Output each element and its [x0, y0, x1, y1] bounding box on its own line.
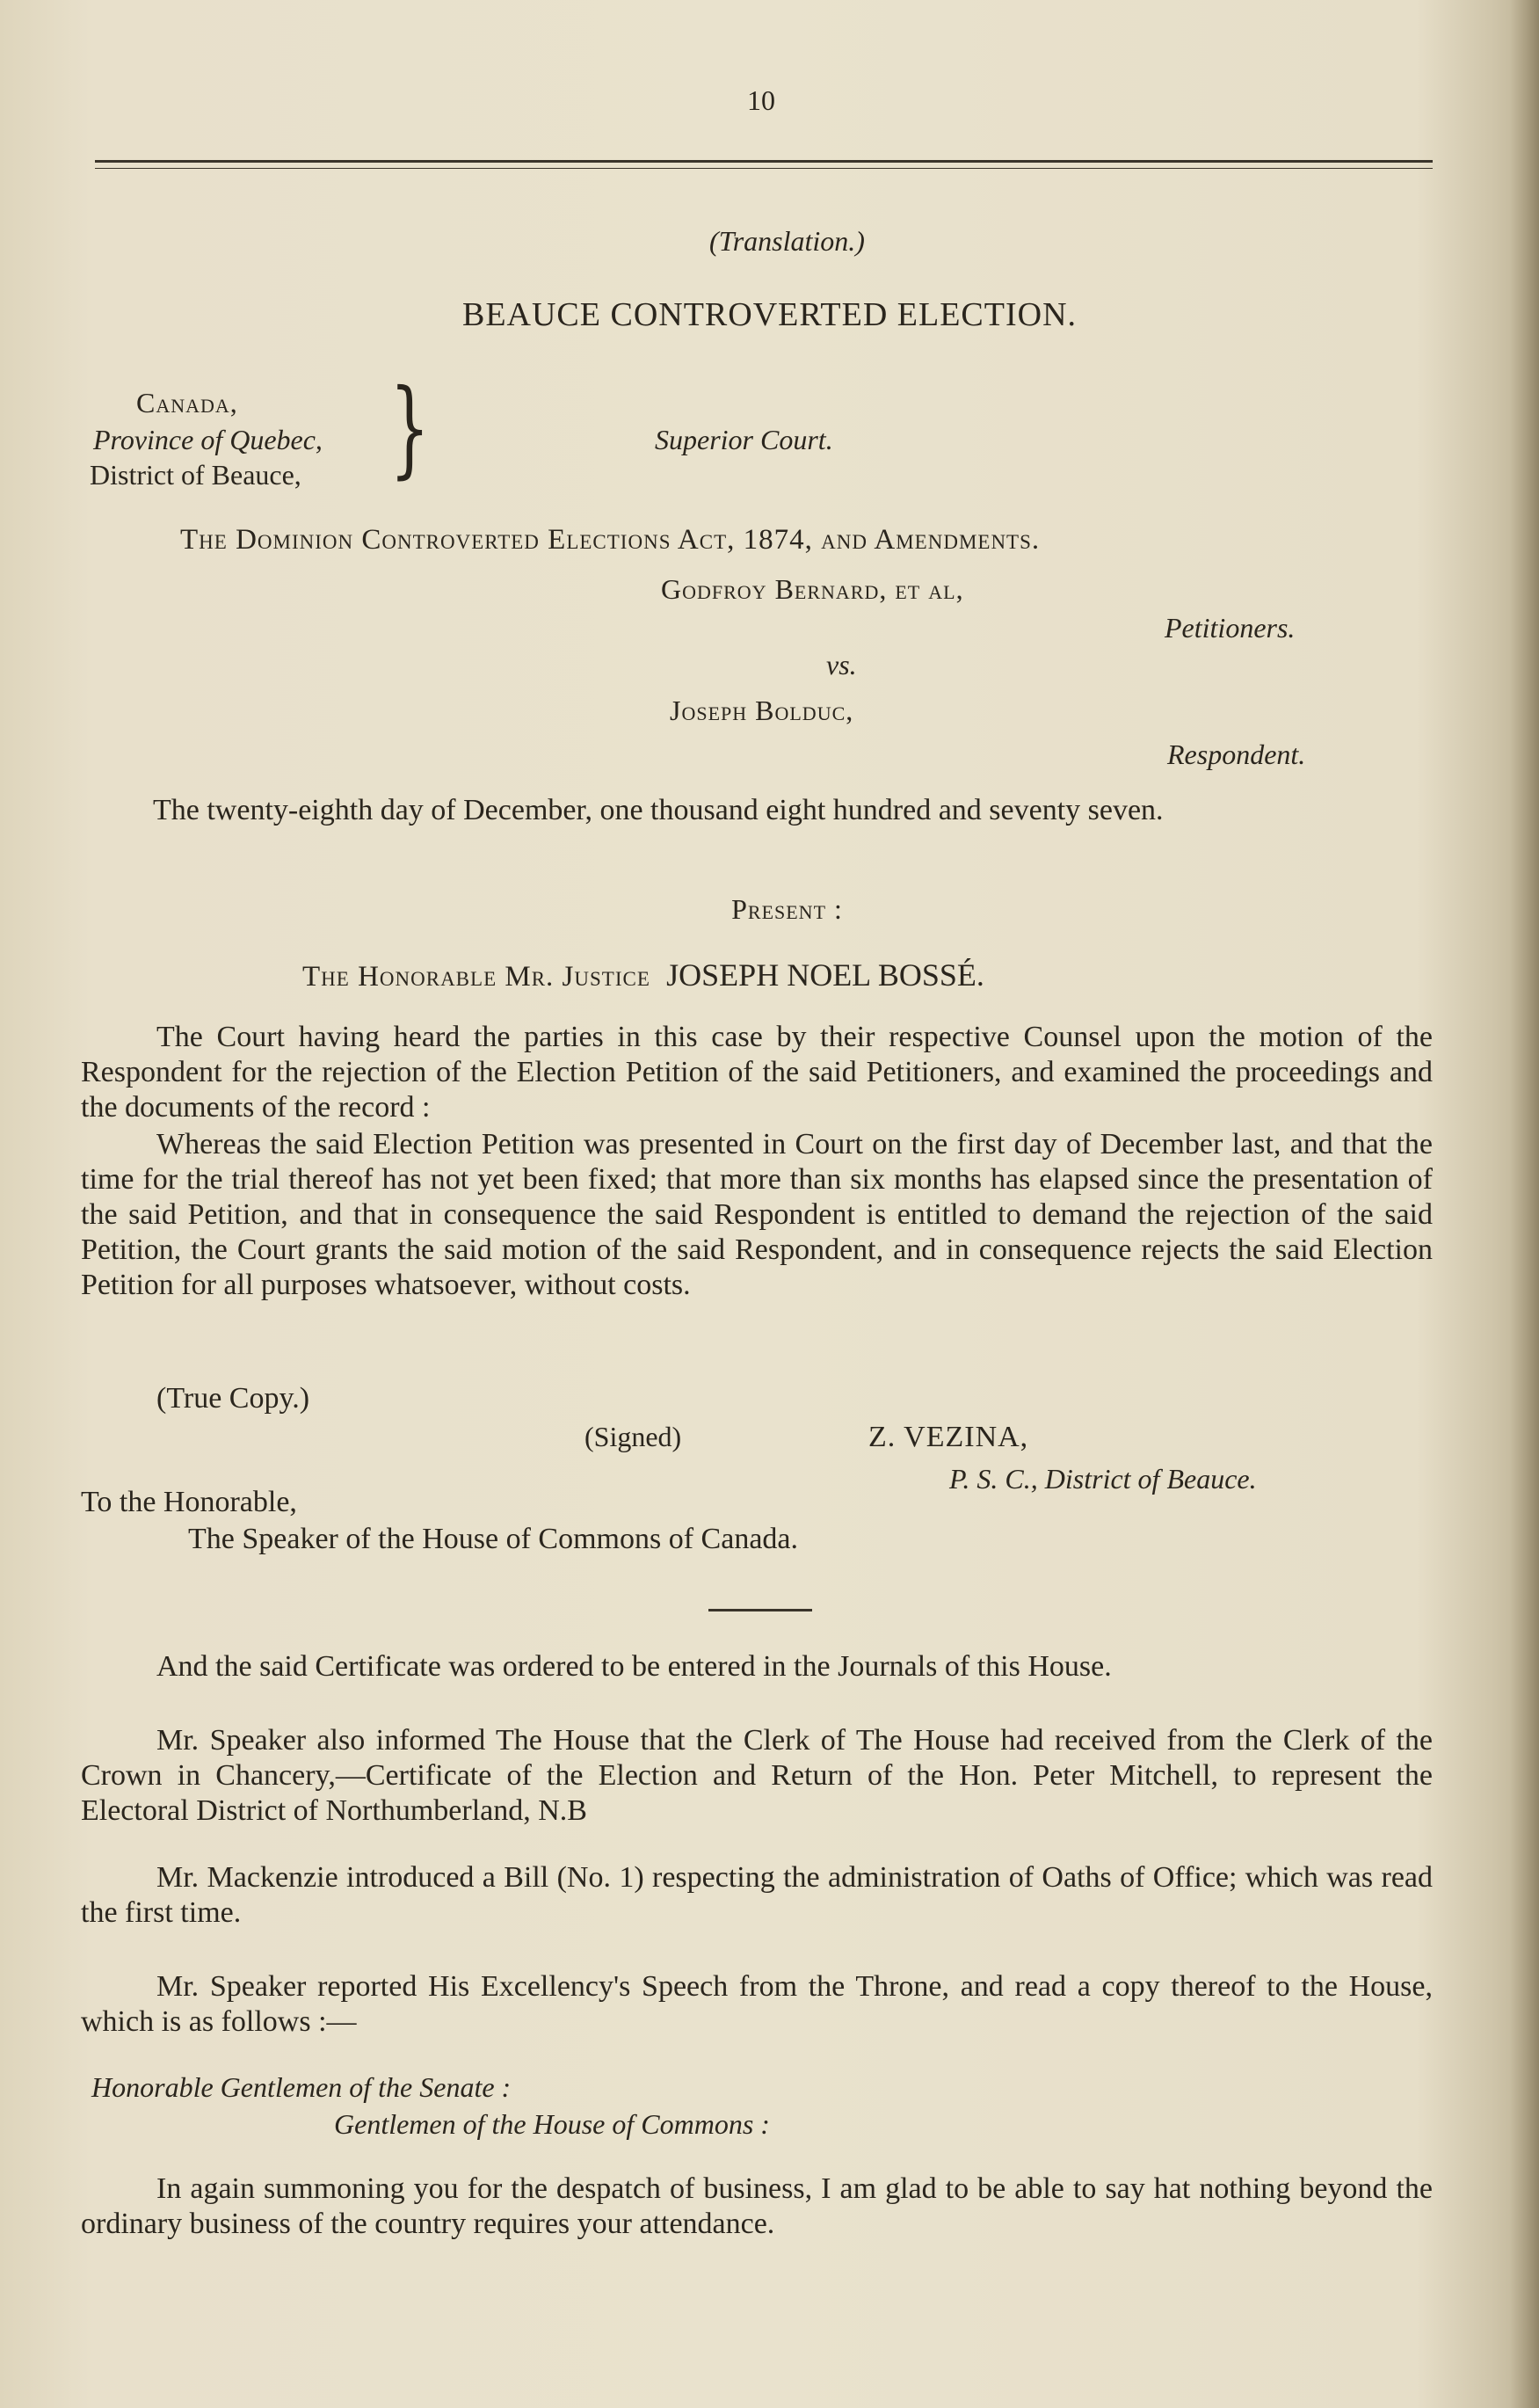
court-paragraph-2: Whereas the said Election Petition was presented in Court on the first day of December last, and that the time for the trial thereof has not yet been fixed; that more than six months has elapsed since the presentation of the said Petition, and that in consequence the said Respondent is entitled to demand the rejection of the said Petition, the Court grants the said motion of the said Respondent, and in consequence rejects the said Election Petition for all purposes whatsoever, without costs. [81, 1128, 1433, 1301]
certificate-paragraph: And the said Certificate was ordered to be entered in the Journals of this House. [156, 1650, 1112, 1683]
judge-prefix: The Honorable Mr. Justice [302, 961, 650, 993]
address-senate: Honorable Gentlemen of the Senate : [91, 2071, 512, 2103]
petitioner-role: Petitioners. [1165, 612, 1296, 644]
translation-heading: (Translation.) [709, 225, 865, 257]
section-divider [708, 1609, 812, 1611]
address-commons: Gentlemen of the House of Commons : [334, 2108, 770, 2140]
true-copy-label: (True Copy.) [156, 1382, 310, 1415]
venue-country: Canada, [136, 387, 238, 418]
court-paragraph-1: The Court having heard the parties in this case by their respective Counsel upon the motion of the Respondent for the rejection of the Election Petition of the said Petitioners, and examined the proceedings and the documents of the record : [81, 1021, 1433, 1124]
judge-name: JOSEPH NOEL BOSSÉ. [666, 957, 984, 993]
address-to: To the Honorable, [81, 1486, 297, 1518]
signed-label: (Signed) [584, 1421, 682, 1452]
address-speaker: The Speaker of the House of Commons of Canada. [188, 1523, 798, 1555]
respondent-role: Respondent. [1167, 738, 1306, 770]
document-title: BEAUCE CONTROVERTED ELECTION. [461, 296, 1078, 333]
signer-title: P. S. C., District of Beauce. [949, 1463, 1257, 1495]
date-paragraph: The twenty-eighth day of December, one thousand eight hundred and seventy seven. [153, 794, 1164, 826]
act-title: The Dominion Controverted Elections Act, 1874, and Amendments. [180, 524, 1041, 556]
bill-paragraph: Mr. Mackenzie introduced a Bill (No. 1) respecting the administration of Oaths of Office; which was read the first time. [81, 1861, 1433, 1929]
present-label: Present : [731, 893, 843, 925]
page-number: 10 [747, 84, 775, 116]
judge-line [302, 957, 984, 993]
court-name: Superior Court. [655, 424, 833, 455]
header-rule-thick [95, 160, 1433, 163]
header-rule-thin [95, 168, 1433, 169]
petitioner-name: Godfroy Bernard, et al, [661, 573, 964, 605]
page-edge [1509, 0, 1539, 2408]
final-paragraph: In again summoning you for the despatch of business, I am glad to be able to say hat nothing beyond the ordinary business of the country requires your attendance. [81, 2172, 1433, 2240]
versus-label: vs. [826, 649, 857, 680]
venue-district: District of Beauce, [90, 459, 301, 491]
respondent-name: Joseph Bolduc, [670, 695, 854, 726]
speaker-paragraph: Mr. Speaker also informed The House that the Clerk of The House had received from the Clerk of the Crown in Chancery,—Certificate of the Election and Return of the Hon. Peter Mitchell, to represent the Electoral District of Northumberland, N.B [81, 1724, 1433, 1827]
signer-name: Z. VEZINA, [868, 1421, 1029, 1453]
venue-province: Province of Quebec, [93, 424, 323, 455]
speech-paragraph: Mr. Speaker reported His Excellency's Speech from the Throne, and read a copy thereof to the House, which is as follows :— [81, 1970, 1433, 2038]
brace-glyph: } [389, 367, 431, 490]
